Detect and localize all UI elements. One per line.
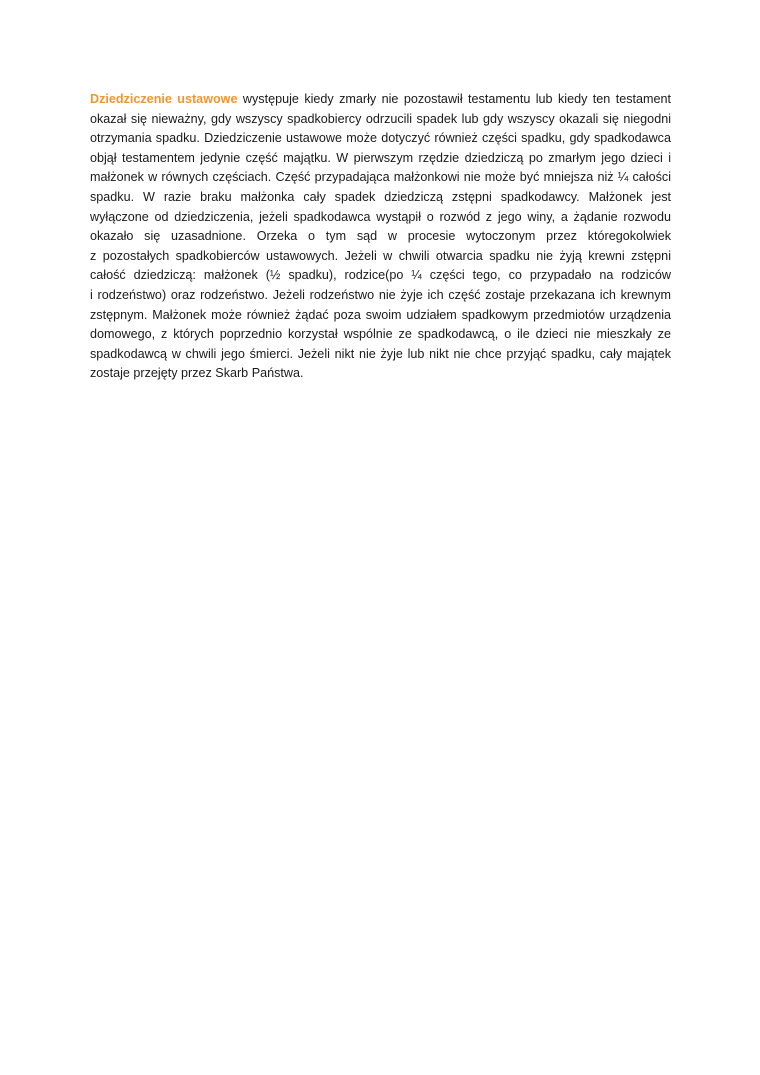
paragraph-line: okazał się nieważny, gdy wszyscy spadkobiercy odrzucili spadek lub gdy wszyscy okazali się niegodni — [90, 111, 671, 126]
paragraph-line-last: zostaje przejęty przez Skarb Państwa. — [90, 366, 304, 381]
paragraph-line: i rodzeństwo) oraz rodzeństwo. Jeżeli rodzeństwo nie żyje ich część zostaje przekazana ich krewnym — [90, 287, 671, 302]
paragraph-line-1 — [90, 90, 671, 110]
paragraph-line: spadku. W razie braku małżonka cały spadek dziedziczą zstępni spadkodawcy. Małżonek jest — [90, 189, 671, 204]
paragraph-line: małżonek w równych częściach. Część przypadająca małżonkowi nie może być mniejsza niż ¼ całości — [90, 170, 671, 185]
paragraph-line: z pozostałych spadkobierców ustawowych. Jeżeli w chwili otwarcia spadku nie żyją krewni zstępni — [90, 248, 671, 263]
first-line-text: występuje kiedy zmarły nie pozostawił testamentu lub kiedy ten testament — [242, 92, 671, 106]
paragraph-line: otrzymania spadku. Dziedziczenie ustawowe może dotyczyć również części spadku, gdy spadkodawca — [90, 131, 671, 146]
paragraph-line: całość dziedziczą: małżonek (½ spadku), rodzice(po ¼ części tego, co przypadało na rodziców — [90, 268, 671, 283]
highlighted-term: Dziedziczenie ustawowe — [90, 92, 238, 106]
paragraph-line: domowego, z których poprzednio korzystał wspólnie ze spadkodawcą, o ile dzieci nie mieszkały ze — [90, 327, 671, 342]
paragraph-line: objął testamentem jedynie część majątku. W pierwszym rzędzie dziedziczą po zmarłym jego dzieci i — [90, 150, 671, 165]
paragraph-line: spadkodawcą w chwili jego śmierci. Jeżeli nikt nie żyje lub nikt nie chce przyjąć spadku, cały majątek — [90, 346, 671, 361]
document-body — [90, 90, 671, 384]
paragraph-line: zstępnym. Małżonek może również żądać poza swoim udziałem spadkowym przedmiotów urządzenia — [90, 307, 671, 322]
paragraph-line: wyłączone od dziedziczenia, jeżeli spadkodawca wystąpił o rozwód z jego winy, a żądanie rozwodu — [90, 209, 671, 224]
paragraph — [90, 90, 671, 384]
paragraph-line: okazało się uzasadnione. Orzeka o tym sąd w procesie wytoczonym przez któregokolwiek — [90, 229, 671, 244]
